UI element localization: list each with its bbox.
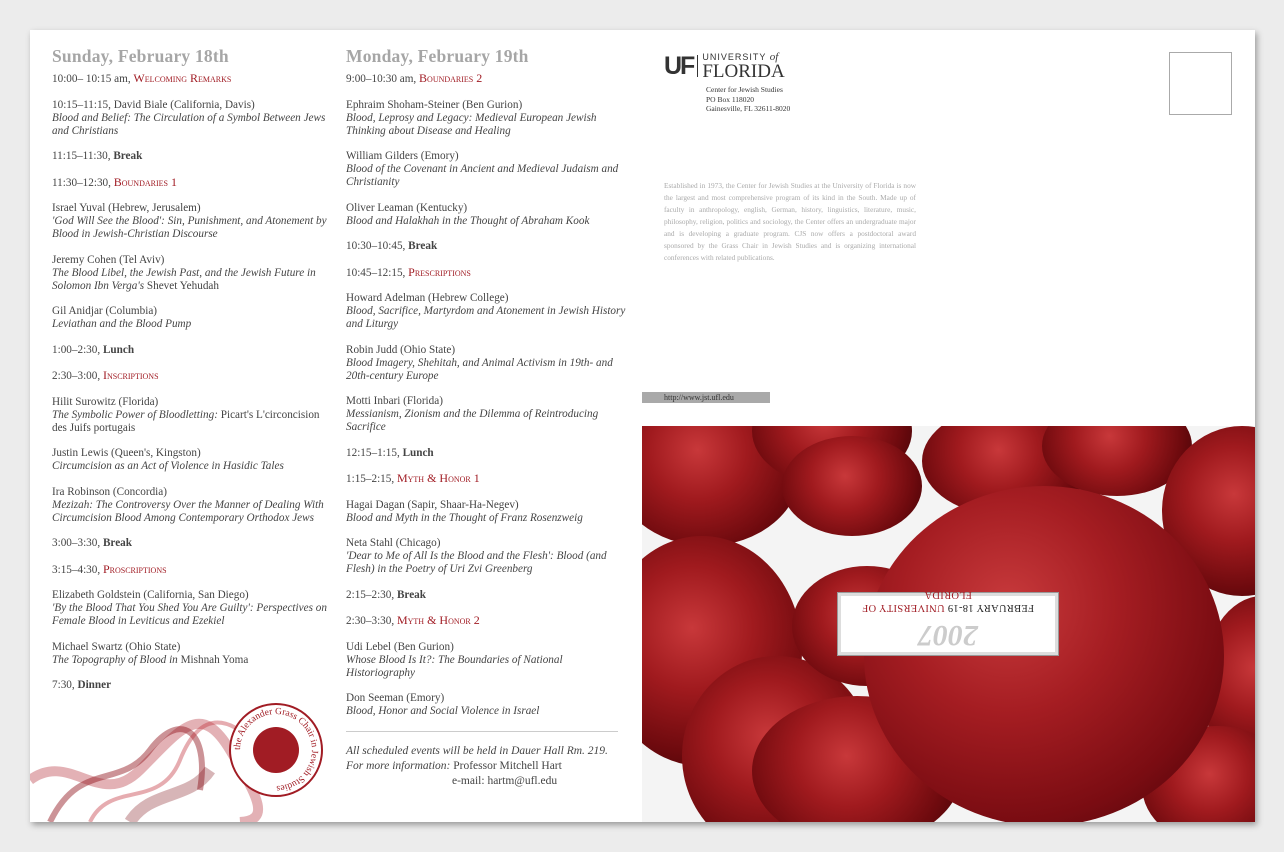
talk-title bbox=[346, 357, 626, 383]
session-name: Inscriptions bbox=[102, 368, 159, 382]
contact-name: Professor Mitchell Hart bbox=[450, 759, 562, 772]
title-segment: The Symbolic Power of Bloodletting: bbox=[52, 408, 221, 421]
break-label: Lunch bbox=[102, 343, 135, 356]
contact-label: For more information: bbox=[346, 759, 451, 772]
time: 11:15–11:30, bbox=[52, 150, 111, 162]
time: 2:30–3:30, bbox=[346, 615, 395, 627]
talk-item bbox=[346, 395, 626, 434]
speaker: 10:15–11:15, David Biale (California, Davis) bbox=[52, 98, 255, 111]
title-segment: Blood, Sacrifice, Martyrdom and Atonement in Jewish History and Liturgy bbox=[346, 305, 626, 330]
talk-title bbox=[346, 550, 626, 576]
address-line: PO Box 118020 bbox=[706, 94, 755, 104]
speaker: Jeremy Cohen (Tel Aviv) bbox=[52, 253, 165, 266]
session-name: Boundaries 1 bbox=[113, 174, 177, 189]
time: 9:00–10:30 am, bbox=[346, 73, 417, 85]
title-segment: Mishnah Yoma bbox=[180, 653, 249, 666]
talk-item bbox=[346, 150, 626, 189]
break-label: Dinner bbox=[77, 679, 112, 691]
contact-email[interactable]: e-mail: hartm@ufl.edu bbox=[452, 774, 558, 787]
speaker: Gil Anidjar (Columbia) bbox=[52, 305, 158, 317]
time: 10:45–12:15, bbox=[346, 266, 406, 279]
contact-line bbox=[346, 759, 626, 774]
about-blurb: Established in 1973, the Center for Jewish Studies at the University of Florida is now the largest and most comprehensive program of its kind in the South. Made up of faculty in anthropology, english, German, history, linguistics, literature, music, philosophy, religion, politics and sociology, the Center offers an undergraduate major and is developing a graduate program. CJS now offers a postdoctoral award sponsored by the Grass Chair in Jewish Studies and is organizing international conferences with related publications. bbox=[664, 181, 916, 262]
speaker: Michael Swartz (Ohio State) bbox=[52, 640, 181, 653]
title-segment: Leviathan and the Blood Pump bbox=[52, 318, 192, 330]
speaker: Hagai Dagan (Sapir, Shaar-Ha-Negev) bbox=[346, 498, 519, 511]
speaker: William Gilders (Emory) bbox=[346, 150, 459, 162]
logo-of: of bbox=[769, 51, 779, 63]
talk-item bbox=[52, 305, 332, 331]
label-year: 2007 bbox=[918, 619, 978, 652]
grass-chair-seal bbox=[229, 703, 323, 797]
session-heading bbox=[52, 369, 332, 383]
talk-title bbox=[52, 318, 332, 331]
title-segment: Blood, Leprosy and Legacy: Medieval European Jewish Thinking about Disease and Healing bbox=[346, 111, 597, 137]
svg-text:the Alexander Grass Chair in J: the Alexander Grass Chair in Jewish Studies bbox=[232, 706, 320, 794]
talk-title bbox=[346, 215, 626, 228]
session-heading bbox=[52, 563, 332, 577]
talk-item bbox=[346, 537, 626, 576]
label-dates: FEBRUARY 18-19 bbox=[944, 602, 1034, 613]
title-segment: Circumcision as an Act of Violence in Hasidic Tales bbox=[52, 460, 284, 472]
session-heading bbox=[52, 176, 332, 190]
talk-item bbox=[52, 254, 332, 293]
talk-item bbox=[346, 641, 626, 680]
sunday-column bbox=[52, 46, 332, 705]
seal-emblem-icon bbox=[253, 727, 299, 773]
talk-item bbox=[52, 589, 332, 628]
talk-item bbox=[52, 396, 332, 435]
talk-item bbox=[346, 202, 626, 228]
time: 11:30–12:30, bbox=[52, 176, 111, 189]
title-segment: Blood and Myth in the Thought of Franz Rosenzweig bbox=[346, 511, 583, 524]
break-item bbox=[346, 589, 626, 602]
time: 12:15–1:15, bbox=[346, 446, 400, 459]
talk-title bbox=[346, 512, 626, 525]
session-heading bbox=[346, 614, 626, 628]
title-segment: Whose Blood Is It?: The Boundaries of National Historiography bbox=[346, 653, 563, 679]
speaker: Hilit Surowitz (Florida) bbox=[52, 395, 159, 408]
break-label: Break bbox=[396, 588, 426, 601]
talk-title bbox=[346, 705, 626, 718]
address-line: Center for Jewish Studies bbox=[706, 85, 783, 94]
talk-item bbox=[346, 292, 626, 331]
break-item bbox=[346, 447, 626, 460]
time: 2:15–2:30, bbox=[346, 588, 395, 601]
break-item bbox=[52, 537, 332, 550]
title-segment: Blood Imagery, Shehitah, and Animal Activism in 19th- and 20th-century Europe bbox=[346, 356, 613, 382]
uf-logo bbox=[664, 52, 785, 80]
time: 1:00–2:30, bbox=[52, 343, 101, 356]
speaker: Elizabeth Goldstein (California, San Diego) bbox=[52, 589, 249, 601]
speaker: Udi Lebel (Ben Gurion) bbox=[346, 640, 454, 653]
brochure bbox=[30, 30, 1255, 822]
session-name: Proscriptions bbox=[102, 561, 167, 576]
speaker: Israel Yuval (Hebrew, Jerusalem) bbox=[52, 202, 201, 214]
stamp-box bbox=[1169, 52, 1232, 115]
time: 10:30–10:45, bbox=[346, 240, 406, 252]
label-line bbox=[841, 588, 1055, 614]
session-heading bbox=[346, 266, 626, 280]
session-name: Myth & Honor 2 bbox=[396, 613, 480, 627]
time: 2:30–3:00, bbox=[52, 370, 101, 382]
title-segment: 'By the Blood That You Shed You Are Guilty': Perspectives on Female Blood in Leviticus and Ezekiel bbox=[52, 602, 327, 627]
divider bbox=[346, 731, 618, 732]
talk-title bbox=[52, 112, 332, 138]
conference-label bbox=[838, 589, 1058, 655]
title-segment: The Blood Libel, the Jewish Past, and the Jewish Future in Solomon Ibn Verga's bbox=[52, 266, 316, 292]
session-name: Prescriptions bbox=[408, 264, 471, 279]
speaker: Don Seeman (Emory) bbox=[346, 692, 445, 704]
break-item bbox=[346, 240, 626, 253]
address-line: Gainesville, FL 32611-8020 bbox=[706, 104, 791, 114]
talk-title bbox=[52, 654, 332, 667]
day-title: Monday, February 19th bbox=[346, 46, 529, 66]
title-segment: 'Dear to Me of All Is the Blood and the Flesh': Blood (and Flesh) in the Poetry of Uri Zvi Greenberg bbox=[346, 550, 607, 575]
website-link[interactable]: http://www.jst.ufl.edu bbox=[642, 392, 770, 403]
title-segment: Blood of the Covenant in Ancient and Medieval Judaism and Christianity bbox=[346, 163, 619, 188]
talk-item bbox=[52, 202, 332, 241]
talk-item bbox=[346, 99, 626, 138]
talk-title bbox=[52, 409, 332, 435]
break-label: Break bbox=[102, 537, 132, 549]
title-segment: Blood and Halakhah in the Thought of Abraham Kook bbox=[346, 214, 590, 227]
speaker: Oliver Leaman (Kentucky) bbox=[346, 201, 468, 214]
speaker: Neta Stahl (Chicago) bbox=[346, 537, 441, 549]
talk-title bbox=[346, 112, 626, 138]
title-segment: Mezizah: The Controversy Over the Manner of Dealing With Circumcision Blood Among Contemporary Orthodox Jews bbox=[52, 498, 324, 524]
time: 1:15–2:15, bbox=[346, 473, 395, 485]
speaker: Robin Judd (Ohio State) bbox=[346, 343, 456, 356]
session-heading bbox=[346, 72, 626, 86]
title-segment: Shevet Yehudah bbox=[146, 279, 219, 292]
break-item bbox=[52, 150, 332, 163]
speaker: Howard Adelman (Hebrew College) bbox=[346, 292, 509, 304]
title-segment: Picart's L'circoncision des Juifs portugais bbox=[52, 408, 320, 434]
session-name: Boundaries 2 bbox=[419, 71, 483, 85]
talk-item bbox=[52, 99, 332, 138]
time: 10:00– 10:15 am, bbox=[52, 73, 131, 85]
talk-item bbox=[346, 692, 626, 718]
time: 3:15–4:30, bbox=[52, 563, 101, 576]
session-name: Myth & Honor 1 bbox=[396, 471, 480, 485]
time: 7:30, bbox=[52, 679, 75, 691]
talk-title bbox=[52, 499, 332, 525]
talk-item bbox=[52, 486, 332, 525]
talk-title bbox=[346, 305, 626, 331]
talk-title bbox=[52, 215, 332, 241]
title-segment: Blood, Honor and Social Violence in Israel bbox=[346, 705, 540, 717]
talk-item bbox=[52, 447, 332, 473]
talk-item bbox=[346, 344, 626, 383]
talk-title bbox=[346, 408, 626, 434]
speaker: Justin Lewis (Queen's, Kingston) bbox=[52, 447, 201, 459]
talk-title bbox=[346, 163, 626, 189]
talk-title bbox=[52, 267, 332, 293]
break-label: Break bbox=[113, 150, 143, 162]
talk-title bbox=[52, 602, 332, 628]
logo-florida: FLORIDA bbox=[702, 61, 785, 82]
talk-item bbox=[346, 499, 626, 525]
session-heading bbox=[346, 472, 626, 486]
speaker: Ira Robinson (Concordia) bbox=[52, 485, 167, 498]
break-item bbox=[52, 344, 332, 357]
title-segment: Messianism, Zionism and the Dilemma of Reintroducing Sacrifice bbox=[346, 408, 599, 433]
uf-mark: UF bbox=[664, 55, 698, 77]
session-name: Welcoming Remarks bbox=[133, 71, 232, 85]
break-label: Break bbox=[408, 240, 438, 252]
title-segment: 'God Will See the Blood': Sin, Punishment, and Atonement by Blood in Jewish-Christian Discourse bbox=[52, 215, 327, 240]
mailing-address bbox=[706, 85, 790, 114]
talk-title bbox=[52, 460, 332, 473]
time: 3:00–3:30, bbox=[52, 537, 101, 549]
label-university: UNIVERSITY OF FLORIDA bbox=[862, 589, 972, 613]
logo-university: UNIVERSITY bbox=[702, 52, 767, 62]
title-segment: Blood and Belief: The Circulation of a Symbol Between Jews and Christians bbox=[52, 111, 326, 137]
monday-column bbox=[346, 46, 626, 789]
talk-item bbox=[52, 641, 332, 667]
speaker: Motti Inbari (Florida) bbox=[346, 395, 443, 407]
session-heading bbox=[52, 72, 332, 86]
day-title: Sunday, February 18th bbox=[52, 46, 229, 66]
talk-title bbox=[346, 654, 626, 680]
title-segment: The Topography of Blood in bbox=[52, 653, 181, 666]
venue-note: All scheduled events will be held in Dauer Hall Rm. 219. bbox=[346, 744, 608, 757]
speaker: Ephraim Shoham-Steiner (Ben Gurion) bbox=[346, 98, 523, 111]
break-label: Lunch bbox=[402, 446, 434, 459]
